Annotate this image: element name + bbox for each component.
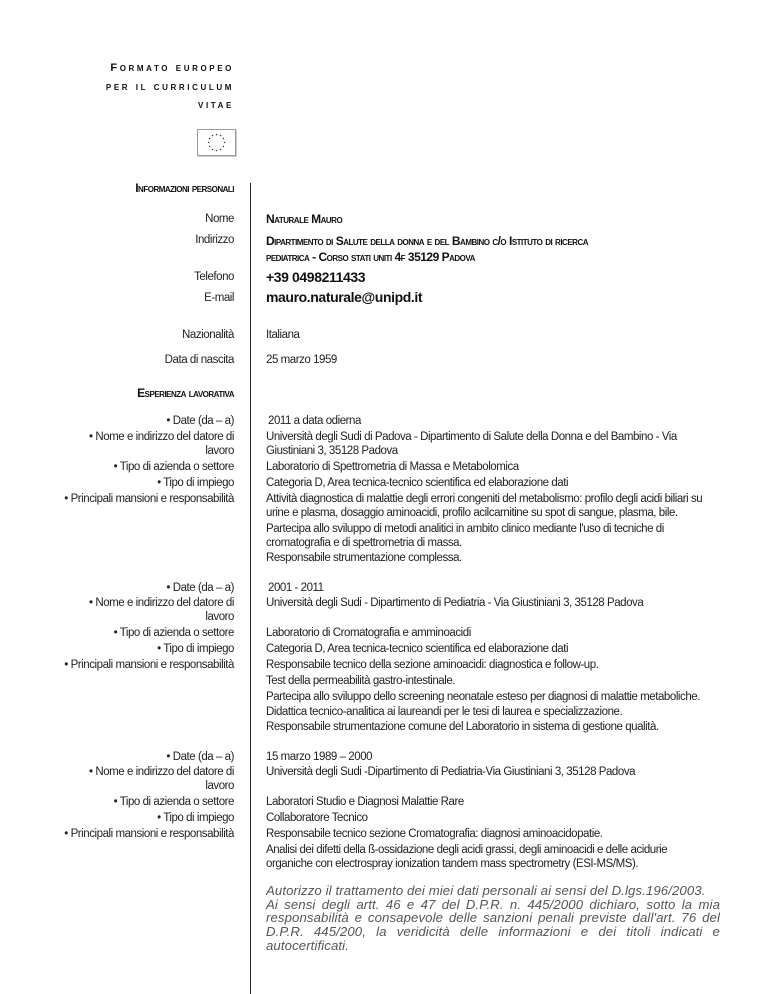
job-type: Collaboratore Tecnico [266, 812, 368, 824]
job-duty: Attività diagnostica di malattie degli errori congeniti del metabolismo: profilo degli acidi biliari su [266, 493, 703, 505]
column-divider [250, 183, 251, 994]
job-duty: Responsabile tecnico sezione Cromatografia: diagnosi aminoacidopatie. [266, 828, 603, 840]
value-address-line: pediatrica - Corso stati uniti 4f 35129 Padova [266, 250, 475, 264]
label-duties: • Principali mansioni e responsabilità [64, 659, 234, 671]
value-phone: +39 0498211433 [266, 269, 366, 285]
job-dates: 2001 - 2011 [268, 582, 324, 594]
job-duty: urine e plasma, dosaggio aminoacidi, profilo acilcarnitine su spot di sangue, plasma, bile. [266, 507, 678, 519]
job-duty: Responsabile strumentazione comune del Laboratorio in sistema di gestione qualità. [266, 721, 659, 733]
label-employer-cont: lavoro [205, 611, 234, 623]
value-address-line: Dipartimento di Salute della donna e del Bambino c/o Istituto di ricerca [266, 234, 589, 248]
eu-flag-logo [197, 129, 236, 156]
job-duty: Test della permeabilità gastro-intestinale. [266, 675, 456, 687]
label-name: Nome [205, 213, 234, 225]
job-employer: Università degli Sudi - Dipartimento di Pediatria - Via Giustiniani 3, 35128 Padova [266, 597, 644, 609]
job-sector: Laboratori Studio e Diagnosi Malattie Rare [266, 796, 464, 808]
label-type: • Tipo di impiego [157, 477, 234, 489]
label-phone: Telefono [194, 271, 234, 283]
job-type: Categoria D, Area tecnica-tecnico scientifica ed elaborazione dati [266, 477, 569, 489]
job-duty: cromatografia e di spettrometria di massa. [266, 537, 462, 549]
job-dates: 15 marzo 1989 – 2000 [266, 751, 373, 763]
cv-title-line-3: vitae [198, 99, 234, 111]
label-email: E-mail [204, 292, 234, 304]
label-employer: • Nome e indirizzo del datore di [89, 431, 234, 443]
job-duty: Partecipa allo sviluppo di metodi analitici in ambito clinico mediante l'uso di tecniche di [266, 523, 664, 535]
consent-declaration: Ai sensi degli artt. 46 e 47 del D.P.R. n. 445/2000 dichiaro, sotto la mia responsabilità e consapevole delle sanzioni penali previste dall'art. 76 del D.P.R. 445/200, la veridicità delle informazioni e dei titoli indicati e autocertificati. [266, 896, 720, 953]
privacy-consent [266, 884, 720, 953]
label-nationality: Nazionalità [182, 329, 234, 341]
cv-title-line-2: per il curriculum [105, 81, 234, 93]
job-duty: organiche con electrospray ionization tandem mass spectrometry (ESI-MS/MS). [266, 858, 639, 870]
label-duties: • Principali mansioni e responsabilità [64, 828, 234, 840]
label-employer: • Nome e indirizzo del datore di [89, 597, 234, 609]
section-personal-info: Informazioni personali [135, 181, 234, 195]
value-name: Naturale Mauro [266, 212, 343, 226]
label-dates: • Date (da – a) [166, 415, 234, 427]
job-dates: 2011 a data odierna [268, 415, 361, 427]
cv-title-line-1: Formato europeo [110, 62, 234, 74]
job-employer: Università degli Sudi di Padova - Dipartimento di Salute della Donna e del Bambino - Via [266, 431, 677, 443]
label-sector: • Tipo di azienda o settore [113, 461, 234, 473]
label-sector: • Tipo di azienda o settore [113, 627, 234, 639]
value-nationality: Italiana [266, 329, 300, 341]
value-birth-date: 25 marzo 1959 [266, 354, 337, 366]
eu-stars-icon [198, 130, 235, 155]
label-duties: • Principali mansioni e responsabilità [64, 493, 234, 505]
label-employer-cont: lavoro [205, 780, 234, 792]
job-duty: Responsabile strumentazione complessa. [266, 552, 462, 564]
job-sector: Laboratorio di Spettrometria di Massa e Metabolomica [266, 461, 519, 473]
section-work-experience: Esperienza lavorativa [137, 386, 234, 400]
label-employer-cont: lavoro [205, 445, 234, 457]
label-employer: • Nome e indirizzo del datore di [89, 766, 234, 778]
label-type: • Tipo di impiego [157, 643, 234, 655]
label-dates: • Date (da – a) [166, 751, 234, 763]
label-address: Indirizzo [195, 234, 234, 246]
job-sector: Laboratorio di Cromatografia e amminoacidi [266, 627, 471, 639]
job-duty: Responsabile tecnico della sezione aminoacidi: diagnostica e follow-up. [266, 659, 599, 671]
label-dates: • Date (da – a) [166, 582, 234, 594]
job-employer: Università degli Sudi -Dipartimento di Pediatria-Via Giustiniani 3, 35128 Padova [266, 766, 636, 778]
consent-line-1: Autorizzo il trattamento dei miei dati personali ai sensi del D.lgs.196/2003. [266, 883, 706, 898]
job-duty: Partecipa allo sviluppo dello screening neonatale esteso per diagnosi di malattie metaboliche. [266, 691, 700, 703]
label-sector: • Tipo di azienda o settore [113, 796, 234, 808]
job-duty: Didattica tecnico-analitica ai laureandi per le tesi di laurea e specializzazione. [266, 706, 623, 718]
label-type: • Tipo di impiego [157, 812, 234, 824]
label-birth-date: Data di nascita [164, 354, 234, 366]
value-email[interactable]: mauro.naturale@unipd.it [266, 289, 423, 305]
job-type: Categoria D, Area tecnica-tecnico scientifica ed elaborazione dati [266, 643, 569, 655]
job-duty: Analisi dei difetti della ß-ossidazione degli acidi grassi, degli aminoacidi e delle acidurie [266, 844, 668, 856]
job-employer: Giustiniani 3, 35128 Padova [266, 445, 398, 457]
